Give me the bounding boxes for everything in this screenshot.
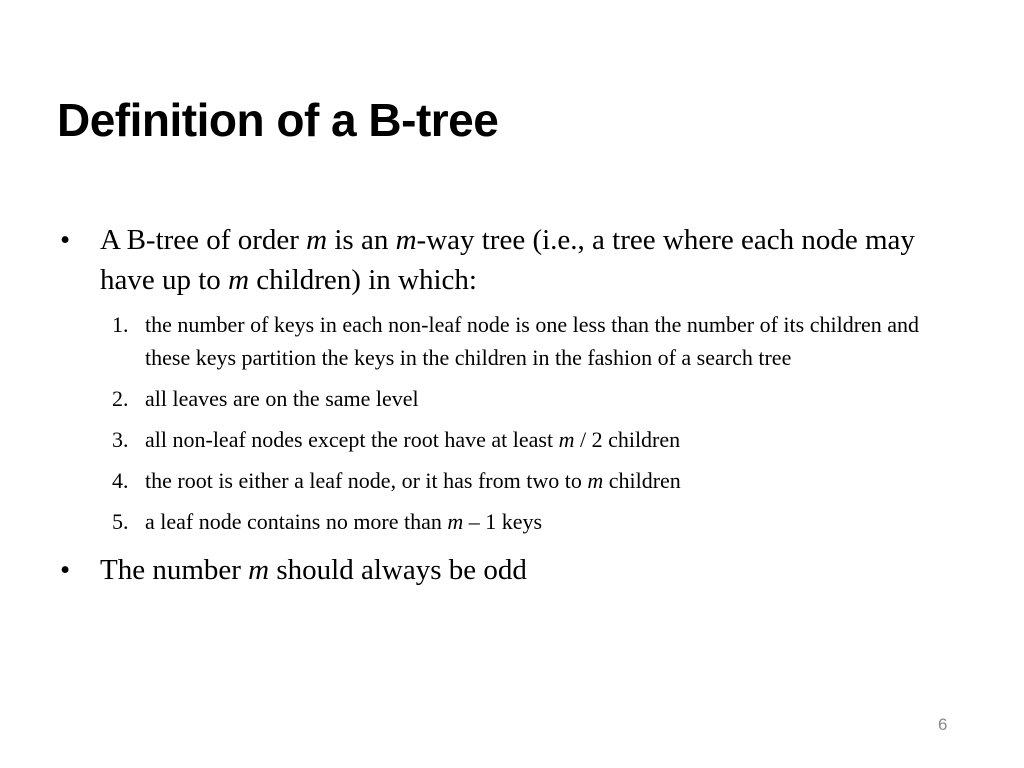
numbered-item — [60, 423, 960, 456]
numbered-item — [60, 464, 960, 497]
slide-title: Definition of a B-tree — [57, 94, 499, 146]
item-text: the root is either a leaf node, or it has from two to m children — [145, 468, 681, 493]
numbered-item — [60, 382, 960, 415]
bullet-item — [60, 550, 960, 590]
item-number: 5. — [112, 509, 129, 534]
item-number: 3. — [112, 427, 129, 452]
bullet-icon: • — [60, 554, 71, 586]
bullet-text: A B-tree of order m is an m-way tree (i.e., a tree where each node may have up to m children) in which: — [100, 224, 915, 296]
numbered-item — [60, 505, 960, 538]
item-number: 1. — [112, 312, 129, 337]
item-number: 4. — [112, 468, 129, 493]
bullet-icon: • — [60, 224, 71, 256]
page-number: 6 — [938, 715, 948, 734]
slide-body — [60, 220, 960, 590]
item-text: the number of keys in each non-leaf node is one less than the number of its children and these keys partition the keys in the children in the fashion of a search tree — [145, 312, 920, 370]
numbered-list — [60, 308, 960, 538]
item-text: all non-leaf nodes except the root have at least m / 2 children — [145, 427, 681, 452]
numbered-item — [60, 308, 960, 374]
item-number: 2. — [112, 386, 129, 411]
bullet-item — [60, 220, 960, 300]
item-text: a leaf node contains no more than m – 1 keys — [145, 509, 543, 534]
bullet-text: The number m should always be odd — [100, 554, 527, 586]
item-text: all leaves are on the same level — [145, 386, 419, 411]
